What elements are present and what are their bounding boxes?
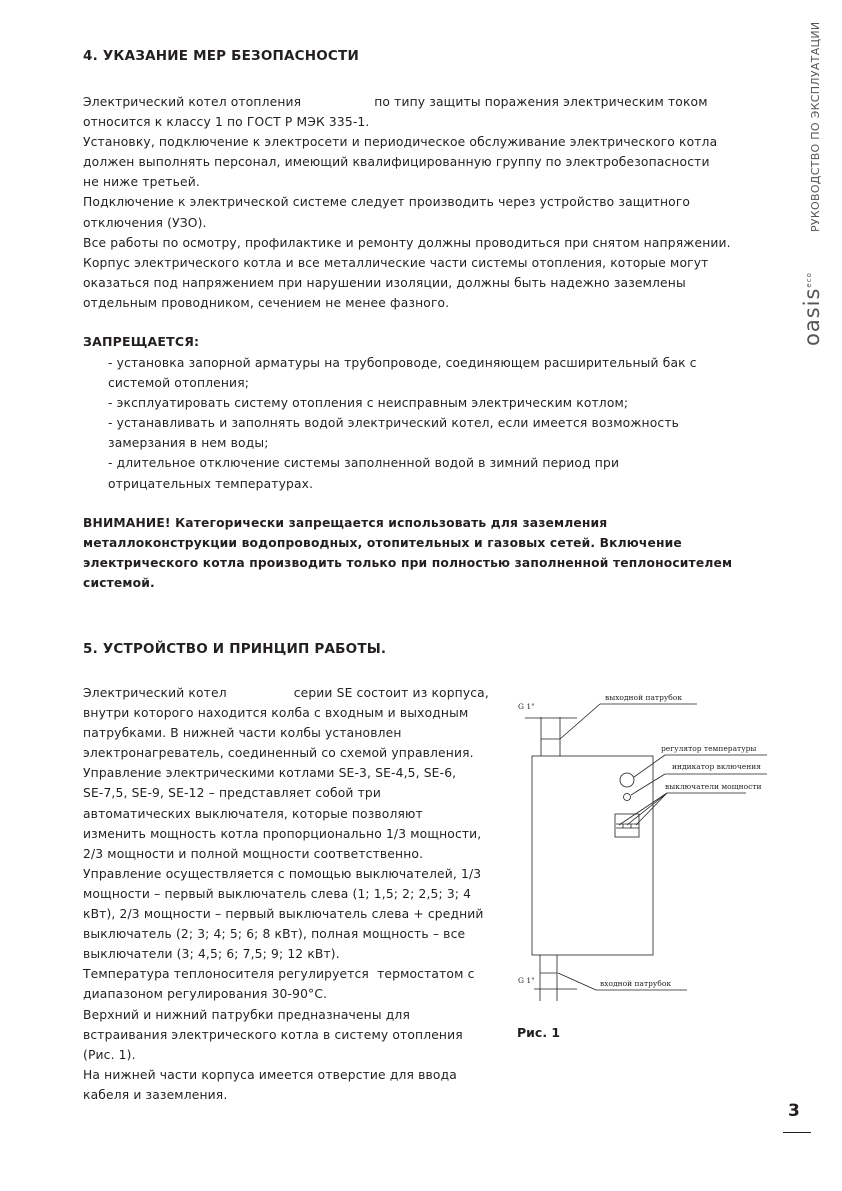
intro-part-2: серии SE состоит из корпуса, — [293, 686, 489, 700]
text-line: автоматических выключателя, которые позволяют — [83, 806, 423, 821]
boiler-body — [532, 756, 653, 955]
label-inlet: входной патрубок — [600, 979, 672, 988]
text-line: выключатель (2; 3; 4; 5; 6; 8 кВт), полная мощность – все — [83, 927, 466, 942]
text-line: (Рис. 1). — [83, 1047, 136, 1062]
prohibited-title: ЗАПРЕЩАЕТСЯ: — [83, 334, 200, 349]
prohibited-item-line: отрицательных температурах. — [108, 476, 314, 491]
text-line: 2/3 мощности и полной мощности соответственно. — [83, 846, 424, 861]
text-line: электронагреватель, соединенный со схемой управления. — [83, 746, 474, 761]
text-line: отдельным проводником, сечением не менее фазного. — [83, 295, 450, 310]
text-line: Верхний и нижний патрубки предназначены для — [83, 1007, 410, 1022]
label-thread-top: G 1" — [518, 702, 535, 711]
intro-part-2: по типу защиты поражения электрическим током — [374, 95, 708, 109]
intro-part-1: Электрический котел — [83, 686, 227, 700]
text-line: Температура теплоносителя регулируется термостатом с — [83, 967, 475, 982]
prohibited-item-line: - устанавливать и заполнять водой электрический котел, если имеется возможность — [108, 416, 680, 431]
text-line: изменить мощность котла пропорционально 1/3 мощности, — [83, 826, 482, 841]
text-line: не ниже третьей. — [83, 175, 200, 190]
text-line: отключения (УЗО). — [83, 215, 207, 230]
page-number: 3 — [788, 1101, 800, 1121]
page-number-rule — [783, 1132, 811, 1133]
logo-text: oasis — [800, 287, 824, 346]
logo-sup: eco — [805, 272, 813, 288]
text-line: относится к классу 1 по ГОСТ Р МЭК 335-1. — [83, 115, 370, 130]
text-line: Подключение к электрической системе следует производить через устройство защитного — [83, 195, 691, 210]
text-line: SE-7,5, SE-9, SE-12 – представляет собой три — [83, 786, 382, 801]
indicator-lamp — [624, 794, 631, 801]
label-switches: выключатели мощности — [665, 782, 762, 791]
prohibited-item-line: системой отопления; — [108, 376, 250, 391]
warning-line: ВНИМАНИЕ! Категорически запрещается использовать для заземления — [83, 516, 608, 530]
text-line: Корпус электрического котла и все металлические части системы отопления, которые могут — [83, 255, 709, 270]
text-line: кВт), 2/3 мощности – первый выключатель слева + средний — [83, 907, 484, 922]
section-5-title: 5. УСТРОЙСТВО И ПРИНЦИП РАБОТЫ. — [83, 641, 387, 657]
text-line: На нижней части корпуса имеется отверстие для ввода — [83, 1067, 457, 1082]
text-line: оказаться под напряжением при нарушении изоляции, должны быть надежно заземлены — [83, 275, 686, 290]
text-line: кабеля и заземления. — [83, 1087, 228, 1102]
prohibited-item-line: - установка запорной арматуры на трубопроводе, соединяющем расширительный бак с — [108, 356, 697, 370]
text-line: выключатели (3; 4,5; 6; 7,5; 9; 12 кВт). — [83, 947, 340, 962]
prohibited-item-line: - длительное отключение системы заполненной водой в зимний период при — [108, 456, 620, 471]
text-line: диапазоном регулирования 30-90°С. — [83, 987, 328, 1002]
text-line: Установку, подключение к электросети и периодическое обслуживание электрического котла — [83, 135, 718, 150]
power-switches — [615, 814, 639, 837]
label-thermostat: регулятор температуры — [661, 744, 757, 753]
thermostat-knob — [620, 773, 634, 787]
label-thread-bottom: G 1" — [518, 976, 535, 985]
text-line: патрубками. В нижней части колбы установлен — [83, 726, 402, 741]
warning-line: металлоконструкции водопроводных, отопительных и газовых сетей. Включение — [83, 536, 682, 551]
intro-part-1: Электрический котел отопления — [83, 95, 302, 109]
text-line: Все работы по осмотру, профилактике и ремонту должны проводиться при снятом напряжении. — [83, 235, 731, 250]
text-line: должен выполнять персонал, имеющий квалифицированную группу по электробезопасности — [83, 155, 710, 170]
prohibited-item-line: замерзания в нем воды; — [108, 436, 269, 451]
text-line: Управление осуществляется с помощью выключателей, 1/3 — [83, 866, 482, 881]
text-line: мощности – первый выключатель слева (1; 1,5; 2; 2,5; 3; 4 — [83, 886, 472, 901]
section-4-title: 4. УКАЗАНИЕ МЕР БЕЗОПАСНОСТИ — [83, 48, 359, 64]
warning-line: системой. — [83, 576, 155, 591]
label-outlet: выходной патрубок — [605, 693, 683, 702]
figure-caption: Рис. 1 — [517, 1025, 561, 1040]
text-line: встраивания электрического котла в систему отопления — [83, 1027, 463, 1042]
text-line: Управление электрическими котлами SE-3, SE-4,5, SE-6, — [83, 766, 457, 781]
prohibited-item-line: - эксплуатировать систему отопления с неисправным электрическим котлом; — [108, 396, 629, 411]
label-indicator: индикатор включения — [672, 762, 761, 771]
text-line: внутри которого находится колба с входным и выходным — [83, 706, 469, 721]
warning-line: электрического котла производить только при полностью заполненной теплоносителем — [83, 556, 733, 571]
manual-title: РУКОВОДСТВО ПО ЭКСПЛУАТАЦИИ — [809, 21, 822, 232]
